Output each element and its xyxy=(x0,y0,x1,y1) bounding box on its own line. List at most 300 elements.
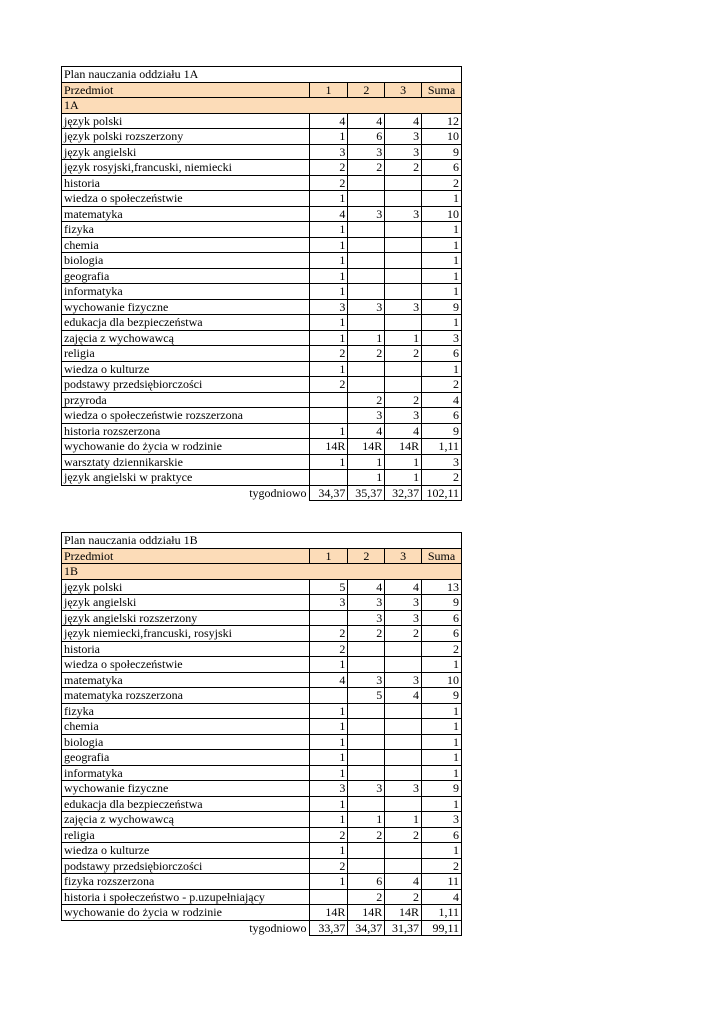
table-row xyxy=(62,843,462,859)
hours-cell xyxy=(348,843,385,859)
class-label: 1B xyxy=(62,564,462,580)
header-cell: 3 xyxy=(385,82,422,98)
table-row xyxy=(62,346,462,362)
total-cell: 34,37 xyxy=(348,920,385,936)
plan-table-1b xyxy=(61,532,462,936)
hours-cell: 1 xyxy=(348,330,385,346)
subject-cell: język angielski xyxy=(62,595,310,611)
subject-cell: chemia xyxy=(62,719,310,735)
hours-cell: 1,11 xyxy=(422,439,462,455)
hours-cell: 3 xyxy=(385,595,422,611)
subject-cell: podstawy przedsiębiorczości xyxy=(62,858,310,874)
hours-cell xyxy=(348,734,385,750)
table-row xyxy=(62,160,462,176)
total-label: tygodniowo xyxy=(62,485,310,501)
subject-cell: przyroda xyxy=(62,392,310,408)
table-row xyxy=(62,812,462,828)
hours-cell: 3 xyxy=(422,454,462,470)
hours-cell xyxy=(385,765,422,781)
hours-cell xyxy=(348,191,385,207)
table-row xyxy=(62,377,462,393)
hours-cell: 1 xyxy=(385,454,422,470)
hours-cell: 1 xyxy=(422,719,462,735)
subject-cell: historia rozszerzona xyxy=(62,423,310,439)
subject-cell: język niemiecki,francuski, rosyjski xyxy=(62,626,310,642)
hours-cell: 1 xyxy=(422,253,462,269)
hours-cell: 3 xyxy=(385,299,422,315)
hours-cell: 3 xyxy=(348,408,385,424)
subject-cell: historia i społeczeństwo - p.uzupełniający xyxy=(62,889,310,905)
hours-cell: 3 xyxy=(309,299,348,315)
hours-cell: 3 xyxy=(422,330,462,346)
hours-cell xyxy=(348,719,385,735)
hours-cell: 2 xyxy=(348,160,385,176)
hours-cell: 1 xyxy=(422,361,462,377)
hours-cell xyxy=(385,268,422,284)
subject-cell: historia xyxy=(62,175,310,191)
table-row xyxy=(62,206,462,222)
hours-cell: 2 xyxy=(385,392,422,408)
hours-cell: 2 xyxy=(309,346,348,362)
subject-cell: edukacja dla bezpieczeństwa xyxy=(62,796,310,812)
hours-cell: 1 xyxy=(309,330,348,346)
hours-cell xyxy=(309,610,348,626)
hours-cell xyxy=(385,641,422,657)
subject-cell: edukacja dla bezpieczeństwa xyxy=(62,315,310,331)
hours-cell: 3 xyxy=(348,672,385,688)
hours-cell xyxy=(348,175,385,191)
hours-cell: 2 xyxy=(348,392,385,408)
hours-cell xyxy=(385,222,422,238)
hours-cell xyxy=(348,641,385,657)
table-title: Plan nauczania oddziału 1B xyxy=(62,533,462,549)
hours-cell: 1 xyxy=(309,361,348,377)
hours-cell: 3 xyxy=(385,144,422,160)
table-row xyxy=(62,113,462,129)
hours-cell xyxy=(385,734,422,750)
hours-cell xyxy=(348,253,385,269)
hours-cell: 6 xyxy=(348,874,385,890)
table-row xyxy=(62,781,462,797)
subject-cell: język angielski xyxy=(62,144,310,160)
hours-cell: 13 xyxy=(422,579,462,595)
hours-cell xyxy=(385,377,422,393)
hours-cell: 9 xyxy=(422,781,462,797)
table-row xyxy=(62,703,462,719)
hours-cell: 5 xyxy=(309,579,348,595)
hours-cell xyxy=(309,392,348,408)
hours-cell: 1 xyxy=(309,237,348,253)
hours-cell: 2 xyxy=(348,626,385,642)
header-subject: Przedmiot xyxy=(62,548,310,564)
hours-cell: 5 xyxy=(348,688,385,704)
subject-cell: wiedza o społeczeństwie xyxy=(62,191,310,207)
hours-cell: 2 xyxy=(385,626,422,642)
hours-cell: 1 xyxy=(422,657,462,673)
table-row xyxy=(62,268,462,284)
total-cell: 33,37 xyxy=(309,920,348,936)
subject-cell: zajęcia z wychowawcą xyxy=(62,330,310,346)
hours-cell: 1 xyxy=(309,719,348,735)
hours-cell: 1 xyxy=(309,191,348,207)
subject-cell: wiedza o społeczeństwie rozszerzona xyxy=(62,408,310,424)
hours-cell: 3 xyxy=(422,812,462,828)
hours-cell: 14R xyxy=(309,905,348,921)
hours-cell: 1 xyxy=(422,796,462,812)
header-subject: Przedmiot xyxy=(62,82,310,98)
hours-cell xyxy=(385,253,422,269)
hours-cell: 12 xyxy=(422,113,462,129)
table-row xyxy=(62,175,462,191)
subject-cell: wychowanie fizyczne xyxy=(62,299,310,315)
table-row xyxy=(62,796,462,812)
subject-cell: wychowanie fizyczne xyxy=(62,781,310,797)
subject-cell: język angielski rozszerzony xyxy=(62,610,310,626)
hours-cell xyxy=(348,377,385,393)
table-row xyxy=(62,284,462,300)
total-cell: 34,37 xyxy=(309,485,348,501)
hours-cell: 3 xyxy=(348,781,385,797)
class-label: 1A xyxy=(62,98,462,114)
hours-cell xyxy=(385,361,422,377)
table-row xyxy=(62,626,462,642)
total-cell: 102,11 xyxy=(422,485,462,501)
hours-cell: 4 xyxy=(385,113,422,129)
table-row xyxy=(62,719,462,735)
header-cell: Suma xyxy=(422,548,462,564)
hours-cell xyxy=(385,796,422,812)
class-label-row xyxy=(62,564,462,580)
hours-cell: 2 xyxy=(309,175,348,191)
table-row xyxy=(62,672,462,688)
hours-cell: 3 xyxy=(348,595,385,611)
total-cell: 32,37 xyxy=(385,485,422,501)
hours-cell: 1 xyxy=(309,423,348,439)
hours-cell: 1 xyxy=(309,454,348,470)
subject-cell: matematyka xyxy=(62,672,310,688)
hours-cell: 3 xyxy=(309,781,348,797)
subject-cell: wychowanie do życia w rodzinie xyxy=(62,439,310,455)
subject-cell: biologia xyxy=(62,734,310,750)
hours-cell: 4 xyxy=(385,423,422,439)
hours-cell xyxy=(385,657,422,673)
subject-cell: chemia xyxy=(62,237,310,253)
hours-cell: 1 xyxy=(422,284,462,300)
hours-cell: 4 xyxy=(422,392,462,408)
table-row xyxy=(62,222,462,238)
hours-cell xyxy=(309,688,348,704)
hours-cell: 1 xyxy=(422,191,462,207)
hours-cell: 3 xyxy=(385,206,422,222)
hours-cell: 2 xyxy=(422,858,462,874)
hours-cell: 2 xyxy=(348,889,385,905)
hours-cell: 9 xyxy=(422,688,462,704)
hours-cell: 2 xyxy=(385,160,422,176)
hours-cell xyxy=(348,268,385,284)
hours-cell: 6 xyxy=(422,626,462,642)
hours-cell: 9 xyxy=(422,144,462,160)
hours-cell xyxy=(385,237,422,253)
table-row xyxy=(62,144,462,160)
hours-cell xyxy=(309,408,348,424)
hours-cell: 1 xyxy=(422,268,462,284)
total-row xyxy=(62,920,462,936)
subject-cell: informatyka xyxy=(62,765,310,781)
hours-cell xyxy=(385,175,422,191)
hours-cell xyxy=(348,315,385,331)
subject-cell: język polski rozszerzony xyxy=(62,129,310,145)
hours-cell: 1 xyxy=(422,843,462,859)
hours-cell xyxy=(348,222,385,238)
hours-cell: 14R xyxy=(385,905,422,921)
hours-cell xyxy=(348,750,385,766)
hours-cell xyxy=(385,703,422,719)
hours-cell: 3 xyxy=(348,299,385,315)
table-row xyxy=(62,905,462,921)
header-cell: 1 xyxy=(309,548,348,564)
hours-cell: 1 xyxy=(348,812,385,828)
total-label: tygodniowo xyxy=(62,920,310,936)
table-row xyxy=(62,315,462,331)
table-row xyxy=(62,237,462,253)
hours-cell: 2 xyxy=(385,346,422,362)
hours-cell: 4 xyxy=(348,423,385,439)
table-title-row xyxy=(62,533,462,549)
hours-cell: 4 xyxy=(385,874,422,890)
subject-cell: fizyka xyxy=(62,703,310,719)
hours-cell: 3 xyxy=(385,129,422,145)
table-row xyxy=(62,641,462,657)
hours-cell: 1 xyxy=(309,703,348,719)
table-title: Plan nauczania oddziału 1A xyxy=(62,67,462,83)
table-row xyxy=(62,392,462,408)
hours-cell: 1 xyxy=(422,315,462,331)
hours-cell: 1,11 xyxy=(422,905,462,921)
table-row xyxy=(62,595,462,611)
hours-cell xyxy=(385,843,422,859)
hours-cell: 1 xyxy=(348,470,385,486)
hours-cell: 14R xyxy=(309,439,348,455)
hours-cell: 6 xyxy=(422,346,462,362)
total-cell: 35,37 xyxy=(348,485,385,501)
hours-cell: 6 xyxy=(422,827,462,843)
header-cell: 3 xyxy=(385,548,422,564)
hours-cell: 10 xyxy=(422,129,462,145)
table-row xyxy=(62,408,462,424)
table-row xyxy=(62,423,462,439)
table-row xyxy=(62,610,462,626)
hours-cell: 1 xyxy=(309,268,348,284)
header-cell: 1 xyxy=(309,82,348,98)
hours-cell: 4 xyxy=(309,113,348,129)
hours-cell: 1 xyxy=(309,222,348,238)
subject-cell: wychowanie do życia w rodzinie xyxy=(62,905,310,921)
subject-cell: język rosyjski,francuski, niemiecki xyxy=(62,160,310,176)
subject-cell: język angielski w praktyce xyxy=(62,470,310,486)
hours-cell xyxy=(385,858,422,874)
table-row xyxy=(62,889,462,905)
hours-cell: 1 xyxy=(385,812,422,828)
header-cell: 2 xyxy=(348,548,385,564)
subject-cell: fizyka rozszerzona xyxy=(62,874,310,890)
hours-cell: 1 xyxy=(422,703,462,719)
hours-cell xyxy=(348,657,385,673)
hours-cell xyxy=(385,719,422,735)
table-row xyxy=(62,330,462,346)
header-cell: 2 xyxy=(348,82,385,98)
hours-cell: 10 xyxy=(422,206,462,222)
table-row xyxy=(62,750,462,766)
hours-cell: 3 xyxy=(348,610,385,626)
subject-cell: geografia xyxy=(62,750,310,766)
hours-cell: 2 xyxy=(348,827,385,843)
hours-cell: 1 xyxy=(422,750,462,766)
hours-cell xyxy=(348,858,385,874)
header-cell: Suma xyxy=(422,82,462,98)
total-cell: 99,11 xyxy=(422,920,462,936)
hours-cell: 4 xyxy=(385,688,422,704)
hours-cell: 10 xyxy=(422,672,462,688)
hours-cell: 3 xyxy=(309,144,348,160)
hours-cell: 1 xyxy=(309,843,348,859)
hours-cell: 6 xyxy=(348,129,385,145)
total-cell: 31,37 xyxy=(385,920,422,936)
hours-cell: 1 xyxy=(309,765,348,781)
hours-cell: 2 xyxy=(422,377,462,393)
class-label-row xyxy=(62,98,462,114)
subject-cell: matematyka rozszerzona xyxy=(62,688,310,704)
hours-cell: 2 xyxy=(309,626,348,642)
hours-cell: 3 xyxy=(348,144,385,160)
hours-cell: 14R xyxy=(348,439,385,455)
hours-cell: 1 xyxy=(422,765,462,781)
subject-cell: religia xyxy=(62,346,310,362)
subject-cell: geografia xyxy=(62,268,310,284)
table-row xyxy=(62,439,462,455)
subject-cell: wiedza o kulturze xyxy=(62,843,310,859)
hours-cell: 9 xyxy=(422,423,462,439)
plan-table-1a xyxy=(61,66,462,501)
hours-cell: 3 xyxy=(385,610,422,626)
hours-cell: 4 xyxy=(385,579,422,595)
hours-cell: 6 xyxy=(422,610,462,626)
hours-cell: 2 xyxy=(422,470,462,486)
hours-cell: 2 xyxy=(385,827,422,843)
subject-cell: religia xyxy=(62,827,310,843)
hours-cell: 4 xyxy=(309,206,348,222)
table-title-row xyxy=(62,67,462,83)
table-row xyxy=(62,191,462,207)
subject-cell: warsztaty dziennikarskie xyxy=(62,454,310,470)
hours-cell: 1 xyxy=(309,284,348,300)
table-row xyxy=(62,253,462,269)
hours-cell xyxy=(348,237,385,253)
hours-cell: 9 xyxy=(422,595,462,611)
hours-cell: 1 xyxy=(309,796,348,812)
hours-cell: 3 xyxy=(385,781,422,797)
hours-cell xyxy=(348,703,385,719)
hours-cell xyxy=(309,470,348,486)
table-row xyxy=(62,129,462,145)
subject-cell: język polski xyxy=(62,113,310,129)
hours-cell: 4 xyxy=(348,579,385,595)
table-row xyxy=(62,470,462,486)
table-row xyxy=(62,579,462,595)
table-row xyxy=(62,454,462,470)
hours-cell xyxy=(348,361,385,377)
subject-cell: język polski xyxy=(62,579,310,595)
hours-cell: 9 xyxy=(422,299,462,315)
subject-cell: wiedza o społeczeństwie xyxy=(62,657,310,673)
hours-cell: 1 xyxy=(309,874,348,890)
hours-cell: 2 xyxy=(309,377,348,393)
hours-cell: 1 xyxy=(422,222,462,238)
hours-cell: 14R xyxy=(385,439,422,455)
hours-cell: 1 xyxy=(309,734,348,750)
hours-cell: 2 xyxy=(309,858,348,874)
table-row xyxy=(62,827,462,843)
hours-cell xyxy=(309,889,348,905)
hours-cell: 1 xyxy=(309,315,348,331)
hours-cell: 1 xyxy=(422,734,462,750)
hours-cell: 1 xyxy=(309,129,348,145)
hours-cell: 2 xyxy=(385,889,422,905)
hours-cell xyxy=(348,284,385,300)
hours-cell xyxy=(385,750,422,766)
subject-cell: matematyka xyxy=(62,206,310,222)
subject-cell: informatyka xyxy=(62,284,310,300)
subject-cell: zajęcia z wychowawcą xyxy=(62,812,310,828)
hours-cell xyxy=(385,191,422,207)
hours-cell: 2 xyxy=(309,160,348,176)
hours-cell: 1 xyxy=(309,812,348,828)
hours-cell: 3 xyxy=(309,595,348,611)
hours-cell: 1 xyxy=(422,237,462,253)
hours-cell: 1 xyxy=(385,470,422,486)
subject-cell: historia xyxy=(62,641,310,657)
hours-cell: 2 xyxy=(422,175,462,191)
table-row xyxy=(62,657,462,673)
subject-cell: fizyka xyxy=(62,222,310,238)
total-row xyxy=(62,485,462,501)
subject-cell: podstawy przedsiębiorczości xyxy=(62,377,310,393)
table-row xyxy=(62,858,462,874)
hours-cell: 2 xyxy=(422,641,462,657)
hours-cell xyxy=(348,796,385,812)
hours-cell: 14R xyxy=(348,905,385,921)
table-row xyxy=(62,765,462,781)
hours-cell: 4 xyxy=(348,113,385,129)
hours-cell: 1 xyxy=(348,454,385,470)
table-row xyxy=(62,361,462,377)
hours-cell: 1 xyxy=(309,750,348,766)
table-row xyxy=(62,299,462,315)
subject-cell: wiedza o kulturze xyxy=(62,361,310,377)
header-row xyxy=(62,548,462,564)
hours-cell: 11 xyxy=(422,874,462,890)
hours-cell: 3 xyxy=(385,672,422,688)
hours-cell: 1 xyxy=(309,253,348,269)
hours-cell xyxy=(348,765,385,781)
hours-cell: 1 xyxy=(309,657,348,673)
hours-cell: 6 xyxy=(422,160,462,176)
hours-cell: 4 xyxy=(422,889,462,905)
hours-cell: 2 xyxy=(348,346,385,362)
subject-cell: biologia xyxy=(62,253,310,269)
hours-cell: 2 xyxy=(309,827,348,843)
hours-cell xyxy=(385,315,422,331)
hours-cell xyxy=(385,284,422,300)
